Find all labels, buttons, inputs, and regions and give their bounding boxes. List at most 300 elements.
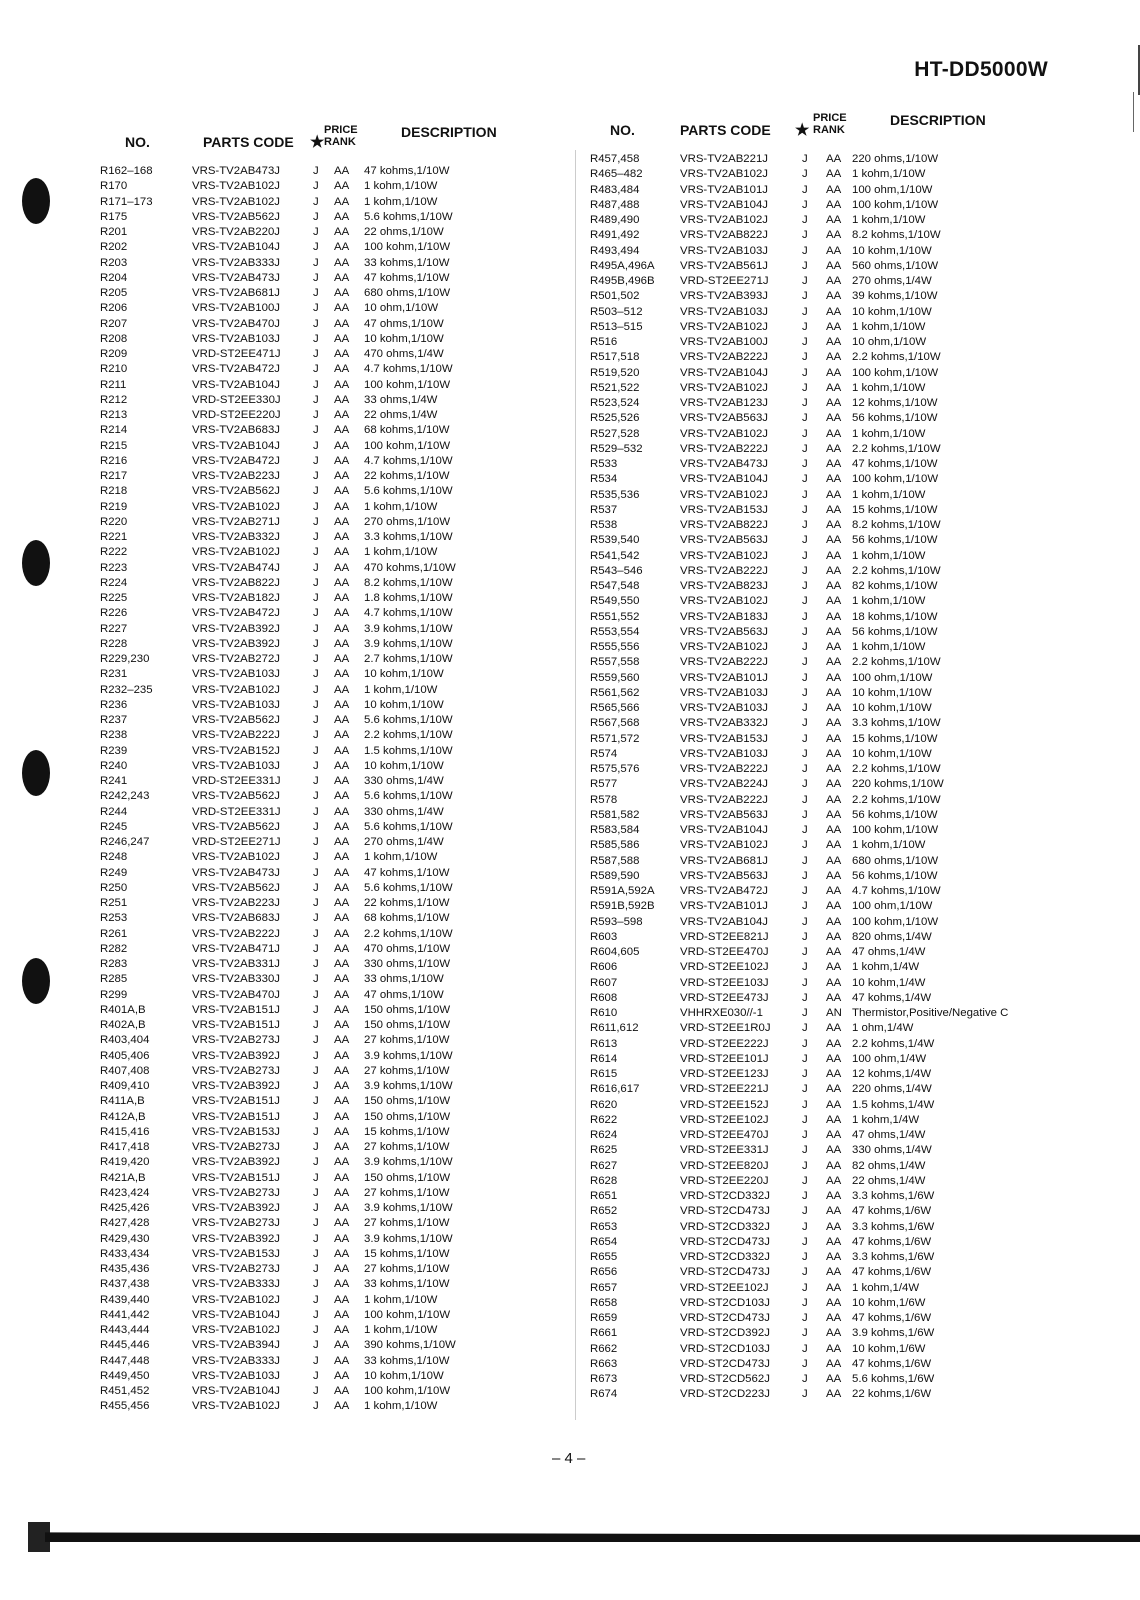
- price-rank: AA: [826, 1083, 842, 1096]
- price-rank: AA: [334, 775, 350, 787]
- part-no: R662: [590, 1342, 618, 1355]
- description: 10 kohm,1/10W: [364, 698, 444, 711]
- price-rank: AA: [334, 1339, 350, 1352]
- description: 68 kohms,1/10W: [364, 424, 450, 437]
- part-no: R513–515: [590, 320, 643, 333]
- mark: J: [802, 320, 808, 333]
- parts-code: VRD-ST2EE220J: [680, 1174, 769, 1187]
- mark: J: [313, 759, 319, 772]
- part-no: R543–546: [590, 564, 643, 577]
- parts-code: VRS-TV2AB392J: [192, 1049, 280, 1062]
- price-rank: AA: [826, 458, 842, 470]
- parts-code: VRS-TV2AB101J: [680, 671, 768, 684]
- table-row: [100, 240, 630, 255]
- parts-code: VRS-TV2AB470J: [192, 988, 280, 1001]
- parts-code: VRS-TV2AB392J: [192, 1156, 280, 1169]
- description: 3.9 kohms,1/10W: [364, 1049, 453, 1062]
- table-row: [590, 289, 1120, 304]
- parts-code: VRS-TV2AB101J: [680, 183, 768, 196]
- price-rank: AA: [334, 485, 350, 498]
- price-rank: AA: [826, 366, 842, 379]
- mark: J: [313, 165, 319, 177]
- part-no: R218: [100, 485, 128, 498]
- part-no: R217: [100, 470, 128, 482]
- table-header: [590, 112, 1120, 148]
- part-no: R455,456: [100, 1400, 150, 1413]
- mark: J: [313, 454, 319, 467]
- mark: J: [313, 622, 319, 635]
- price-rank: AA: [826, 427, 842, 440]
- description: 22 kohms,1/10W: [364, 897, 450, 909]
- mark: J: [802, 351, 808, 364]
- description: 1 kohm,1/10W: [364, 195, 438, 208]
- parts-code: VRS-TV2AB333J: [192, 1354, 280, 1367]
- part-no: R627: [590, 1159, 618, 1172]
- price-rank: AA: [826, 930, 842, 943]
- mark: J: [313, 1400, 319, 1413]
- parts-code: VRS-TV2AB474J: [192, 561, 280, 574]
- part-no: R517,518: [590, 351, 640, 364]
- parts-code: VRS-TV2AB103J: [680, 305, 768, 318]
- table-row: [590, 533, 1120, 548]
- parts-code: VRS-TV2AB102J: [680, 427, 768, 440]
- description: 22 ohms,1/4W: [852, 1174, 926, 1187]
- header-price-rank: PRICE RANK: [813, 112, 847, 136]
- table-row: [100, 332, 630, 347]
- mark: J: [802, 488, 808, 501]
- parts-code: VRS-TV2AB473J: [680, 458, 768, 470]
- description: 10 kohm,1/10W: [852, 305, 932, 318]
- table-row: [590, 274, 1120, 289]
- price-rank: AA: [826, 412, 842, 425]
- description: 820 ohms,1/4W: [852, 930, 932, 943]
- price-rank: AA: [826, 320, 842, 333]
- price-rank: AA: [334, 1293, 350, 1306]
- table-row: [590, 1159, 1120, 1174]
- table-row: [590, 976, 1120, 991]
- description: 1 kohm,1/10W: [364, 500, 438, 513]
- mark: J: [802, 991, 808, 1004]
- part-no: R227: [100, 622, 128, 635]
- parts-code: VRS-TV2AB104J: [192, 1385, 280, 1397]
- part-no: R574: [590, 747, 618, 760]
- price-rank: AA: [334, 1171, 350, 1184]
- description: 100 ohm,1/10W: [852, 671, 933, 684]
- price-rank: AA: [826, 168, 842, 181]
- table-row: [100, 576, 630, 591]
- description: 100 kohm,1/10W: [852, 915, 939, 928]
- part-no: R241: [100, 775, 128, 787]
- part-no: R415,416: [100, 1125, 150, 1138]
- mark: J: [802, 1052, 808, 1065]
- part-no: R206: [100, 302, 128, 315]
- parts-code: VRS-TV2AB103J: [680, 702, 768, 714]
- description: 10 ohm,1/10W: [852, 336, 927, 348]
- description: 220 kohms,1/10W: [852, 778, 944, 791]
- part-no: R493,494: [590, 244, 640, 257]
- part-no: R212: [100, 393, 128, 406]
- table-row: [590, 1006, 1120, 1021]
- table-row: [590, 1235, 1120, 1250]
- parts-code: VRS-TV2AB151J: [192, 1019, 280, 1031]
- description: 10 kohm,1/10W: [364, 1369, 444, 1382]
- mark: J: [802, 1144, 808, 1157]
- description: 10 ohm,1/10W: [364, 302, 439, 315]
- parts-code: VRS-TV2AB102J: [192, 500, 280, 513]
- part-no: R403,404: [100, 1034, 150, 1047]
- table-row: [590, 427, 1120, 442]
- part-no: R565,566: [590, 702, 640, 714]
- mark: J: [313, 180, 319, 193]
- description: 470 ohms,1/4W: [364, 348, 444, 360]
- description: 3.9 kohms,1/10W: [364, 1080, 453, 1092]
- table-row: [590, 320, 1120, 335]
- parts-code: VRS-TV2AB222J: [680, 763, 768, 775]
- mark: J: [313, 1385, 319, 1397]
- description: 220 ohms,1/10W: [852, 153, 939, 165]
- price-rank: AA: [826, 183, 842, 196]
- description: 1 ohm,1/4W: [852, 1022, 914, 1035]
- description: 1 kohm,1/10W: [852, 381, 926, 394]
- table-row: [590, 1296, 1120, 1311]
- description: 2.2 kohms,1/10W: [852, 656, 941, 669]
- description: 56 kohms,1/10W: [852, 869, 938, 882]
- parts-code: VRS-TV2AB562J: [192, 881, 280, 894]
- description: 33 kohms,1/10W: [364, 1354, 450, 1367]
- part-no: R628: [590, 1174, 618, 1187]
- parts-code: VRD-ST2EE331J: [192, 775, 281, 787]
- mark: J: [802, 641, 808, 653]
- price-rank: AA: [826, 503, 842, 516]
- mark: J: [802, 503, 808, 516]
- parts-code: VRS-TV2AB103J: [680, 686, 768, 699]
- table-row: [590, 655, 1120, 670]
- description: 10 kohm,1/10W: [852, 747, 932, 760]
- part-no: R170: [100, 180, 128, 193]
- description: 1 kohm,1/10W: [364, 683, 438, 696]
- description: 3.3 kohms,1/10W: [364, 531, 453, 543]
- table-row: [590, 899, 1120, 914]
- mark: J: [313, 881, 319, 894]
- price-rank: AA: [826, 381, 842, 394]
- description: 3.9 kohms,1/6W: [852, 1327, 935, 1340]
- parts-code: VRD-ST2CD392J: [680, 1327, 770, 1340]
- mark: J: [313, 1171, 319, 1184]
- table-row: [100, 561, 630, 576]
- part-no: R519,520: [590, 366, 640, 379]
- mark: J: [313, 1354, 319, 1367]
- mark: J: [802, 427, 808, 440]
- description: 1 kohm,1/10W: [364, 851, 438, 864]
- parts-code: VRD-ST2EE222J: [680, 1037, 769, 1050]
- parts-code: VRS-TV2AB823J: [680, 580, 768, 592]
- part-no: R261: [100, 927, 128, 940]
- description: 100 kohm,1/10W: [364, 439, 451, 452]
- parts-code: VRD-ST2EE471J: [192, 348, 281, 360]
- parts-code: VRS-TV2AB273J: [192, 1141, 280, 1153]
- parts-code: VRS-TV2AB333J: [192, 256, 280, 269]
- part-no: R248: [100, 851, 128, 864]
- description: 1 kohm,1/4W: [852, 961, 920, 974]
- price-rank: AA: [334, 439, 350, 452]
- table-row: [100, 1003, 630, 1018]
- price-rank: AA: [334, 607, 350, 620]
- parts-code: VRD-ST2CD332J: [680, 1251, 770, 1263]
- mark: J: [802, 473, 808, 486]
- table-row: [100, 1018, 630, 1033]
- description: 5.6 kohms,1/10W: [364, 714, 453, 726]
- table-row: [590, 625, 1120, 640]
- mark: J: [313, 958, 319, 970]
- table-row: [590, 671, 1120, 686]
- part-no: R658: [590, 1296, 618, 1309]
- parts-code: VRD-ST2EE330J: [192, 393, 281, 406]
- description: 82 ohms,1/4W: [852, 1159, 926, 1172]
- description: 2.2 kohms,1/10W: [364, 927, 453, 940]
- price-rank: AA: [334, 332, 350, 345]
- description: 10 kohm,1/10W: [364, 759, 444, 772]
- parts-code: VRS-TV2AB102J: [192, 180, 280, 193]
- part-no: R587,588: [590, 854, 640, 867]
- table-row: [590, 183, 1120, 198]
- price-rank: AA: [334, 546, 350, 559]
- table-row: [590, 594, 1120, 609]
- mark: J: [802, 1174, 808, 1187]
- parts-code: VHHRXE030//-1: [680, 1007, 763, 1019]
- table-row: [100, 256, 630, 271]
- parts-code: VRS-TV2AB222J: [192, 729, 280, 742]
- description: 4.7 kohms,1/10W: [364, 363, 453, 376]
- parts-code: VRS-TV2AB153J: [192, 1247, 280, 1260]
- description: 10 kohm,1/6W: [852, 1296, 926, 1309]
- parts-code: VRS-TV2AB563J: [680, 808, 768, 821]
- mark: J: [802, 1342, 808, 1355]
- description: 1 kohm,1/10W: [852, 839, 926, 852]
- price-rank: AA: [826, 1281, 842, 1294]
- table-row: [100, 1079, 630, 1094]
- punch-hole: [22, 540, 50, 586]
- mark: J: [313, 820, 319, 833]
- price-rank: AA: [334, 1247, 350, 1260]
- part-no: R483,484: [590, 183, 640, 196]
- description: 270 ohms,1/4W: [852, 275, 932, 287]
- price-rank: AA: [826, 610, 842, 623]
- table-row: [590, 793, 1120, 808]
- part-no: R411A,B: [100, 1095, 145, 1108]
- description: 47 kohms,1/6W: [852, 1357, 932, 1370]
- part-no: R242,243: [100, 790, 150, 803]
- parts-code: VRS-TV2AB472J: [192, 363, 280, 376]
- table-row: [590, 1342, 1120, 1357]
- table-row: [100, 1277, 630, 1292]
- table-row: [100, 317, 630, 332]
- description: 39 kohms,1/10W: [852, 290, 938, 303]
- mark: J: [802, 564, 808, 577]
- price-rank: AA: [826, 1266, 842, 1279]
- table-row: [100, 713, 630, 728]
- parts-code: VRS-TV2AB683J: [192, 424, 280, 437]
- description: 22 kohms,1/6W: [852, 1388, 932, 1401]
- mark: J: [802, 1083, 808, 1096]
- table-row: [590, 350, 1120, 365]
- parts-code: VRD-ST2CD473J: [680, 1312, 770, 1324]
- mark: J: [802, 366, 808, 379]
- table-row: [590, 1098, 1120, 1113]
- price-rank: AA: [334, 714, 350, 726]
- parts-code: VRS-TV2AB103J: [192, 332, 280, 345]
- parts-code: VRS-TV2AB220J: [192, 226, 280, 238]
- description: 150 ohms,1/10W: [364, 1171, 451, 1184]
- parts-code: VRS-TV2AB563J: [680, 869, 768, 882]
- table-row: [100, 866, 630, 881]
- mark: J: [802, 183, 808, 196]
- table-row: [590, 503, 1120, 518]
- parts-code: VRS-TV2AB562J: [192, 820, 280, 833]
- price-rank: AA: [334, 1156, 350, 1169]
- parts-code: VRD-ST2EE470J: [680, 1129, 769, 1141]
- mark: J: [802, 397, 808, 409]
- price-rank: AA: [334, 302, 350, 315]
- price-rank: AA: [826, 686, 842, 699]
- table-row: [590, 1037, 1120, 1052]
- price-rank: AA: [334, 241, 350, 254]
- mark: J: [313, 1156, 319, 1169]
- description: 68 kohms,1/10W: [364, 912, 450, 925]
- description: 330 ohms,1/4W: [852, 1144, 932, 1157]
- description: 1 kohm,1/10W: [852, 214, 926, 226]
- description: 3.3 kohms,1/10W: [852, 717, 941, 730]
- part-no: R503–512: [590, 305, 643, 318]
- price-rank: AA: [334, 576, 350, 589]
- part-no: R465–482: [590, 168, 643, 181]
- description: 3.3 kohms,1/6W: [852, 1220, 935, 1233]
- table-row: [100, 850, 630, 865]
- mark: J: [313, 226, 319, 238]
- mark: J: [313, 470, 319, 482]
- part-no: R421A,B: [100, 1171, 146, 1184]
- table-row: [100, 911, 630, 926]
- table-row: [100, 225, 630, 240]
- price-rank: AA: [826, 1037, 842, 1050]
- table-row: [100, 835, 630, 850]
- part-no: R535,536: [590, 488, 640, 501]
- table-row: [100, 637, 630, 652]
- parts-code: VRS-TV2AB221J: [680, 153, 768, 165]
- parts-code: VRS-TV2AB681J: [192, 287, 280, 299]
- table-row: [100, 927, 630, 942]
- mark: J: [313, 576, 319, 589]
- part-no: R591A,592A: [590, 885, 655, 897]
- mark: J: [802, 1296, 808, 1309]
- mark: J: [313, 378, 319, 391]
- mark: J: [802, 656, 808, 669]
- description: Thermistor,Positive/Negative C: [852, 1007, 1009, 1019]
- mark: J: [802, 153, 808, 165]
- part-no: R578: [590, 793, 618, 806]
- table-row: [100, 347, 630, 362]
- part-no: R551,552: [590, 610, 640, 623]
- price-rank: AA: [334, 180, 350, 193]
- description: 100 kohm,1/10W: [852, 366, 939, 379]
- mark: J: [802, 854, 808, 867]
- description: 56 kohms,1/10W: [852, 625, 938, 638]
- mark: J: [802, 275, 808, 287]
- price-rank: AA: [334, 958, 350, 970]
- parts-code: VRD-ST2CD562J: [680, 1373, 770, 1385]
- part-no: R603: [590, 930, 618, 943]
- table-row: [100, 195, 630, 210]
- table-row: [100, 545, 630, 560]
- description: 22 ohms,1/10W: [364, 226, 444, 238]
- price-rank: AA: [334, 409, 350, 421]
- description: 4.7 kohms,1/10W: [364, 454, 453, 467]
- description: 5.6 kohms,1/10W: [364, 881, 453, 894]
- price-rank: AA: [334, 759, 350, 772]
- description: 4.7 kohms,1/10W: [852, 885, 941, 897]
- mark: J: [802, 1068, 808, 1080]
- parts-code: VRS-TV2AB104J: [680, 198, 768, 211]
- part-no: R202: [100, 241, 128, 254]
- part-no: R222: [100, 546, 128, 559]
- table-row: [590, 167, 1120, 182]
- parts-code: VRS-TV2AB332J: [680, 717, 768, 730]
- description: 1 kohm,1/10W: [852, 549, 926, 562]
- header-no: NO.: [610, 122, 635, 138]
- price-rank: AA: [334, 1110, 350, 1123]
- table-row: [100, 1262, 630, 1277]
- part-no: R437,438: [100, 1278, 150, 1291]
- price-rank: AA: [826, 259, 842, 272]
- mark: J: [313, 393, 319, 406]
- price-rank: AA: [334, 866, 350, 879]
- description: 8.2 kohms,1/10W: [852, 229, 941, 242]
- table-row: [100, 469, 630, 484]
- part-no: R407,408: [100, 1064, 150, 1077]
- table-row: [590, 884, 1120, 899]
- description: 56 kohms,1/10W: [852, 412, 938, 425]
- mark: J: [802, 244, 808, 257]
- description: 15 kohms,1/10W: [364, 1125, 450, 1138]
- mark: J: [802, 1388, 808, 1401]
- price-rank: AA: [826, 275, 842, 287]
- parts-code: VRD-ST2CD473J: [680, 1205, 770, 1218]
- part-no: R593–598: [590, 915, 643, 928]
- mark: J: [313, 1141, 319, 1153]
- table-row: [100, 606, 630, 621]
- table-row: [590, 381, 1120, 396]
- parts-code: VRS-TV2AB103J: [192, 759, 280, 772]
- mark: J: [802, 610, 808, 623]
- price-rank: AA: [334, 653, 350, 665]
- table-row: [100, 378, 630, 393]
- price-rank: AA: [334, 1095, 350, 1108]
- table-row: [100, 896, 630, 911]
- mark: J: [802, 1190, 808, 1202]
- price-rank: AA: [826, 595, 842, 608]
- part-no: R613: [590, 1037, 618, 1050]
- part-no: R529–532: [590, 442, 643, 455]
- description: 4.7 kohms,1/10W: [364, 607, 453, 620]
- price-rank: AA: [826, 1113, 842, 1126]
- mark: J: [802, 1220, 808, 1233]
- table-row: [590, 960, 1120, 975]
- part-no: R608: [590, 991, 618, 1004]
- parts-rows-left: [100, 164, 630, 1415]
- parts-code: VRD-ST2CD223J: [680, 1388, 770, 1401]
- description: 3.9 kohms,1/10W: [364, 1202, 453, 1214]
- header-star: ★: [310, 134, 325, 151]
- description: 33 kohms,1/10W: [364, 256, 450, 269]
